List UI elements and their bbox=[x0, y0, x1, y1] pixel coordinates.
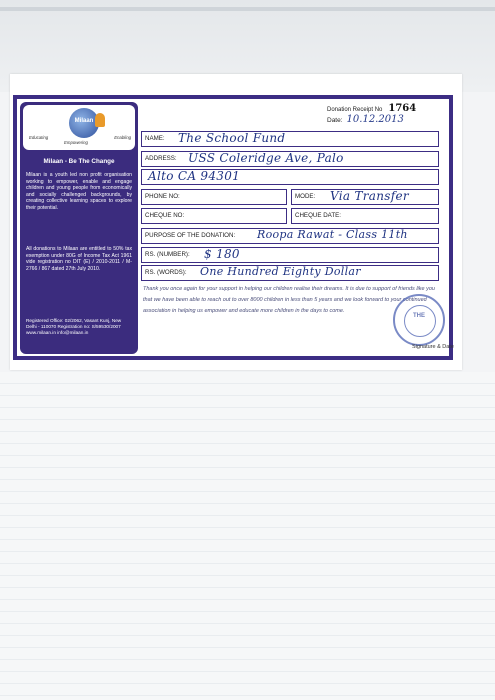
address-line2-field bbox=[141, 169, 439, 185]
amount-number-label: RS. (NUMBER): bbox=[145, 251, 190, 258]
stamp-text: THE bbox=[413, 313, 425, 319]
scan-band bbox=[0, 7, 495, 11]
mode-field bbox=[291, 189, 439, 205]
org-stamp bbox=[393, 294, 445, 346]
address-line1-value: USS Coleridge Ave, Palo bbox=[188, 151, 344, 165]
child-figure-icon bbox=[95, 113, 105, 127]
phone-field bbox=[141, 189, 287, 205]
logo-text: Milaan bbox=[74, 118, 94, 124]
phone-label: PHONE NO: bbox=[145, 193, 180, 200]
mode-value: Via Transfer bbox=[330, 189, 409, 203]
purpose-label: PURPOSE OF THE DONATION: bbox=[145, 232, 236, 239]
name-value: The School Fund bbox=[178, 131, 286, 145]
receipt-date-label: Date: bbox=[327, 117, 343, 124]
purpose-value: Roopa Rawat - Class 11th bbox=[257, 228, 408, 241]
receipt-number-value: 1764 bbox=[388, 103, 417, 114]
stamp-inner-ring bbox=[404, 305, 436, 337]
amount-words-field bbox=[141, 265, 439, 281]
logo-tag-enabling: Enabling bbox=[114, 135, 131, 140]
receipt-date-value: 10.12.2013 bbox=[346, 114, 404, 125]
address-label: ADDRESS: bbox=[145, 155, 177, 162]
cheque-no-label: CHEQUE NO: bbox=[145, 212, 185, 219]
thank-you-message: Thank you once again for your support in helping our children realise their dreams. It is due to support of friends like you that we have been able to reach out to over 8000 children in less than 5 years and we look forward to your continued association in helping us empower and educate more children in the days to come. bbox=[143, 286, 435, 314]
amount-words-value: One Hundred Eighty Dollar bbox=[200, 265, 361, 278]
amount-number-field bbox=[141, 247, 439, 263]
cheque-date-label: CHEQUE DATE: bbox=[295, 212, 341, 219]
receipt-number bbox=[327, 103, 416, 114]
org-info-panel bbox=[20, 102, 138, 354]
org-contact: Registered Office: 02/2062, Vasant Kunj, New Delhi - 110070 Registration no: S/59530/2007 www.milaan.in info@milaan.in bbox=[26, 318, 122, 335]
name-label: NAME: bbox=[145, 135, 165, 142]
amount-number-value: $ 180 bbox=[204, 247, 240, 261]
panel-title: Milaan - Be The Change bbox=[43, 158, 115, 165]
donation-receipt bbox=[13, 95, 453, 360]
cheque-no-field bbox=[141, 208, 287, 224]
name-field bbox=[141, 131, 439, 147]
purpose-field bbox=[141, 228, 439, 244]
org-about: Milaan is a youth led non profit organisation working to empower, enable and engage children and young people from economically and socially challenged backgrounds, by creating collective learning spaces to explore their potential. bbox=[26, 172, 132, 211]
signature-label: Signature & Date bbox=[412, 344, 454, 350]
cheque-date-field bbox=[291, 208, 439, 224]
logo-tag-educating: Educating bbox=[29, 135, 49, 140]
logo-tag-empowering: Empowering bbox=[64, 140, 88, 145]
org-logo bbox=[23, 105, 135, 150]
amount-words-label: RS. (WORDS): bbox=[145, 269, 187, 276]
tax-exemption-note: All donations to Milaan are entitled to 50% tax exemption under 80G of Income Tax Act 1961 vide registration no DIT (E) / 2010-2011 / M-2766 / 867 dated 27th July 2010. bbox=[26, 246, 132, 272]
scan-background bbox=[0, 372, 495, 700]
receipt-number-label: Donation Receipt No bbox=[327, 107, 383, 113]
mode-label: MODE: bbox=[295, 193, 316, 200]
address-line2-value: Alto CA 94301 bbox=[148, 169, 241, 183]
address-field bbox=[141, 151, 439, 167]
receipt-date bbox=[327, 114, 404, 125]
